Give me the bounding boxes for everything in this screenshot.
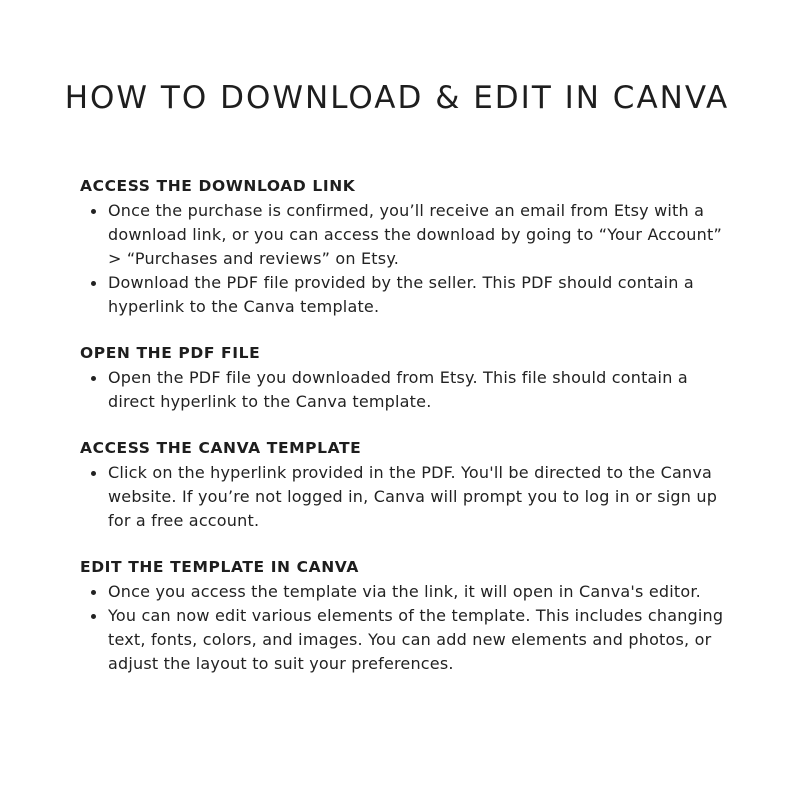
bullet-dot-icon bbox=[91, 471, 96, 476]
bullet-dot-icon bbox=[91, 376, 96, 381]
bullet-dot-icon bbox=[91, 614, 96, 619]
bullet-list bbox=[80, 580, 740, 676]
section-access-download-link bbox=[80, 176, 740, 319]
section-heading: EDIT THE TEMPLATE IN CANVA bbox=[80, 558, 359, 576]
instructions-content bbox=[80, 176, 740, 700]
bullet-item bbox=[80, 199, 740, 271]
bullet-list bbox=[80, 199, 740, 319]
section-heading: ACCESS THE CANVA TEMPLATE bbox=[80, 439, 362, 457]
section-open-pdf-file bbox=[80, 343, 740, 414]
bullet-text: Once the purchase is confirmed, you’ll receive an email from Etsy with a download link, or you can access the download by going to “Your Account” > “Purchases and reviews” on Etsy. bbox=[108, 201, 722, 268]
section-edit-template bbox=[80, 557, 740, 676]
bullet-list bbox=[80, 461, 740, 533]
bullet-item bbox=[80, 461, 740, 533]
bullet-dot-icon bbox=[91, 590, 96, 595]
bullet-text: Once you access the template via the link, it will open in Canva's editor. bbox=[108, 582, 701, 601]
bullet-text: You can now edit various elements of the template. This includes changing text, fonts, colors, and images. You can add new elements and photos, or adjust the layout to suit your preferences. bbox=[108, 606, 724, 673]
bullet-item bbox=[80, 366, 740, 414]
bullet-item bbox=[80, 580, 740, 604]
page-title: HOW TO DOWNLOAD & EDIT IN CANVA bbox=[64, 80, 730, 116]
bullet-dot-icon bbox=[91, 209, 96, 214]
bullet-text: Click on the hyperlink provided in the PDF. You'll be directed to the Canva website. If you’re not logged in, Canva will prompt you to log in or sign up for a free account. bbox=[108, 463, 718, 530]
section-heading: OPEN THE PDF FILE bbox=[80, 344, 261, 362]
bullet-list bbox=[80, 366, 740, 414]
bullet-text: Open the PDF file you downloaded from Etsy. This file should contain a direct hyperlink to the Canva template. bbox=[108, 368, 688, 411]
section-access-canva-template bbox=[80, 438, 740, 533]
bullet-item bbox=[80, 271, 740, 319]
bullet-item bbox=[80, 604, 740, 676]
bullet-dot-icon bbox=[91, 281, 96, 286]
section-heading: ACCESS THE DOWNLOAD LINK bbox=[80, 177, 356, 195]
bullet-text: Download the PDF file provided by the seller. This PDF should contain a hyperlink to the Canva template. bbox=[108, 273, 694, 316]
